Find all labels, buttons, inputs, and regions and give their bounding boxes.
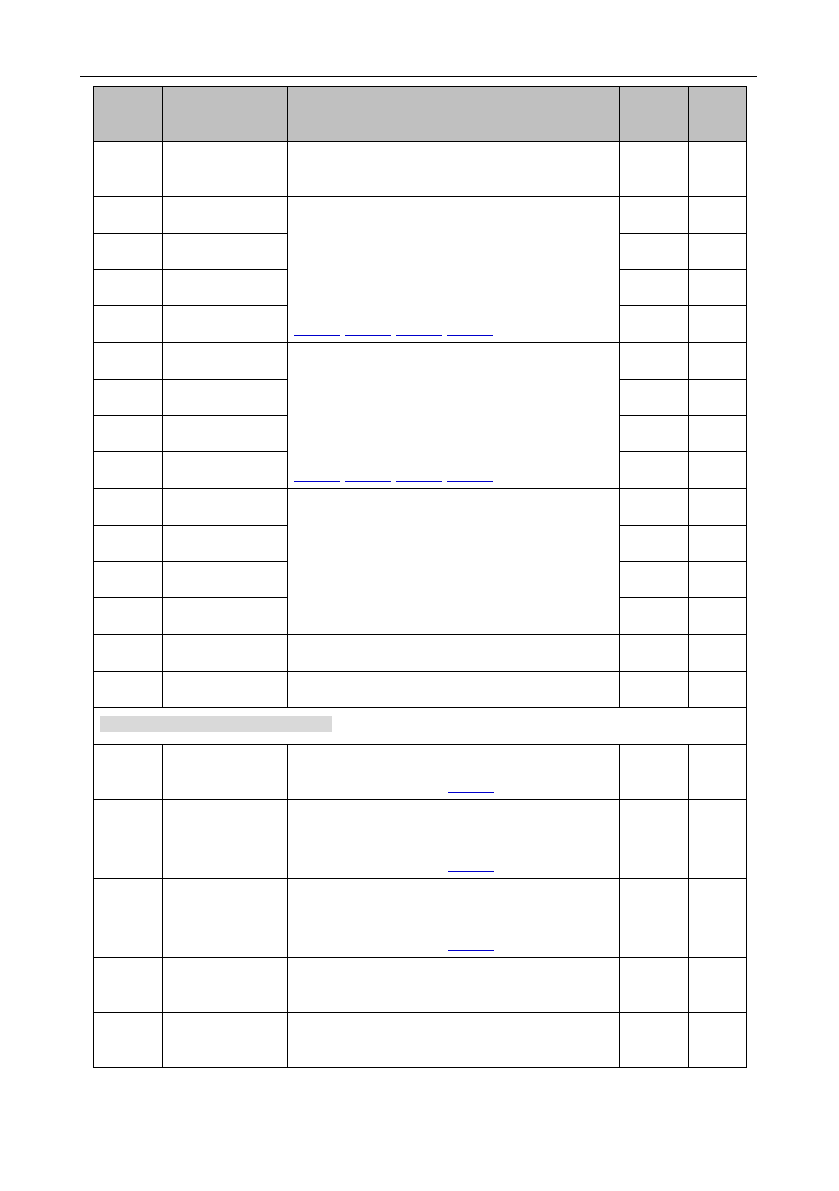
parameter-table bbox=[93, 86, 747, 1068]
table-cell bbox=[620, 197, 689, 234]
table-cell bbox=[620, 635, 689, 672]
table-cell bbox=[163, 452, 288, 489]
table-cell bbox=[620, 562, 689, 598]
table-cell bbox=[163, 562, 288, 598]
page-header-rule bbox=[80, 76, 757, 77]
header-cell-description bbox=[288, 87, 620, 142]
table-cell bbox=[689, 526, 747, 562]
table-cell bbox=[94, 800, 163, 879]
header-cell-default bbox=[620, 87, 689, 142]
table-cell bbox=[163, 343, 288, 380]
header-cell-name bbox=[163, 87, 288, 142]
table-cell bbox=[689, 562, 747, 598]
table-cell bbox=[94, 598, 163, 635]
table-cell bbox=[94, 234, 163, 270]
table-cell bbox=[689, 672, 747, 708]
table-cell bbox=[689, 800, 747, 879]
cross-reference-link[interactable] bbox=[448, 791, 494, 793]
table-cell bbox=[620, 598, 689, 635]
table-cell bbox=[163, 380, 288, 416]
table-cell bbox=[689, 416, 747, 452]
table-cell bbox=[94, 416, 163, 452]
table-cell bbox=[163, 234, 288, 270]
table-cell bbox=[689, 142, 747, 197]
table-cell bbox=[689, 452, 747, 489]
table-cell bbox=[689, 234, 747, 270]
table-cell bbox=[620, 306, 689, 343]
cross-reference-link[interactable] bbox=[294, 480, 340, 482]
table-cell bbox=[288, 800, 620, 879]
table-cell bbox=[163, 142, 288, 197]
table-cell bbox=[288, 958, 620, 1013]
table-cell bbox=[288, 635, 620, 672]
cross-reference-link[interactable] bbox=[447, 480, 493, 482]
table-cell bbox=[689, 745, 747, 800]
table-cell bbox=[689, 879, 747, 958]
table-cell bbox=[163, 800, 288, 879]
table-cell bbox=[94, 452, 163, 489]
cross-reference-link[interactable] bbox=[396, 480, 442, 482]
table-row bbox=[94, 800, 747, 879]
table-cell bbox=[163, 306, 288, 343]
link-group bbox=[294, 480, 493, 482]
table-cell bbox=[620, 380, 689, 416]
table-cell bbox=[288, 745, 620, 800]
table-cell bbox=[620, 672, 689, 708]
table-cell bbox=[689, 489, 747, 526]
table-cell bbox=[288, 879, 620, 958]
table-cell bbox=[163, 270, 288, 306]
table-row bbox=[94, 197, 747, 234]
table-cell bbox=[163, 635, 288, 672]
table-row bbox=[94, 958, 747, 1013]
table-row bbox=[94, 672, 747, 708]
table-cell bbox=[620, 142, 689, 197]
merged-description-cell bbox=[288, 489, 620, 635]
table-cell bbox=[689, 958, 747, 1013]
table-cell bbox=[94, 142, 163, 197]
table-cell bbox=[689, 635, 747, 672]
table-cell bbox=[94, 306, 163, 343]
table-cell bbox=[689, 270, 747, 306]
table-cell bbox=[163, 416, 288, 452]
table-cell bbox=[620, 234, 689, 270]
table-cell bbox=[163, 1013, 288, 1068]
table-cell bbox=[94, 745, 163, 800]
table-row bbox=[94, 1013, 747, 1068]
table-cell bbox=[620, 343, 689, 380]
table-row bbox=[94, 745, 747, 800]
cross-reference-link[interactable] bbox=[345, 334, 391, 336]
table-cell bbox=[288, 1013, 620, 1068]
table-cell bbox=[94, 635, 163, 672]
table-row bbox=[94, 635, 747, 672]
table-row bbox=[94, 142, 747, 197]
cross-reference-link[interactable] bbox=[294, 334, 340, 336]
table-cell bbox=[620, 800, 689, 879]
cross-reference-link[interactable] bbox=[447, 334, 493, 336]
table-cell bbox=[620, 1013, 689, 1068]
merged-description-cell bbox=[288, 343, 620, 489]
cross-reference-link[interactable] bbox=[448, 949, 494, 951]
table-cell bbox=[94, 526, 163, 562]
table-cell bbox=[689, 1013, 747, 1068]
table-cell bbox=[620, 745, 689, 800]
table-cell bbox=[94, 958, 163, 1013]
merged-description-cell bbox=[288, 197, 620, 343]
table-header-row bbox=[94, 87, 747, 142]
table-cell bbox=[620, 416, 689, 452]
table-cell bbox=[620, 879, 689, 958]
table-cell bbox=[94, 1013, 163, 1068]
table-cell bbox=[94, 270, 163, 306]
table-cell bbox=[620, 489, 689, 526]
table-cell bbox=[163, 489, 288, 526]
table-cell bbox=[94, 879, 163, 958]
table-cell bbox=[689, 598, 747, 635]
table-cell bbox=[620, 452, 689, 489]
group-title bbox=[100, 716, 332, 732]
table-cell bbox=[94, 672, 163, 708]
table-cell bbox=[163, 197, 288, 234]
table-cell bbox=[689, 380, 747, 416]
table-row bbox=[94, 489, 747, 526]
link-group bbox=[294, 334, 493, 336]
cross-reference-link[interactable] bbox=[345, 480, 391, 482]
table-cell bbox=[94, 197, 163, 234]
table-cell bbox=[94, 562, 163, 598]
table-cell bbox=[620, 270, 689, 306]
table-cell bbox=[163, 879, 288, 958]
table-cell bbox=[689, 197, 747, 234]
table-cell bbox=[163, 745, 288, 800]
table-cell bbox=[620, 958, 689, 1013]
cross-reference-link[interactable] bbox=[448, 870, 494, 872]
table-cell bbox=[94, 489, 163, 526]
table-row bbox=[94, 879, 747, 958]
table-cell bbox=[163, 672, 288, 708]
table-cell bbox=[620, 526, 689, 562]
table-cell bbox=[288, 672, 620, 708]
header-cell-function-code bbox=[94, 87, 163, 142]
group-heading-cell bbox=[94, 708, 747, 745]
table-cell bbox=[163, 526, 288, 562]
table-cell bbox=[94, 343, 163, 380]
table-cell bbox=[163, 958, 288, 1013]
group-heading-row bbox=[94, 708, 747, 745]
table-cell bbox=[689, 343, 747, 380]
table-cell bbox=[94, 380, 163, 416]
table-cell bbox=[288, 142, 620, 197]
cross-reference-link[interactable] bbox=[396, 334, 442, 336]
table-cell bbox=[689, 306, 747, 343]
table-row bbox=[94, 343, 747, 380]
header-cell-modify bbox=[689, 87, 747, 142]
table-cell bbox=[163, 598, 288, 635]
